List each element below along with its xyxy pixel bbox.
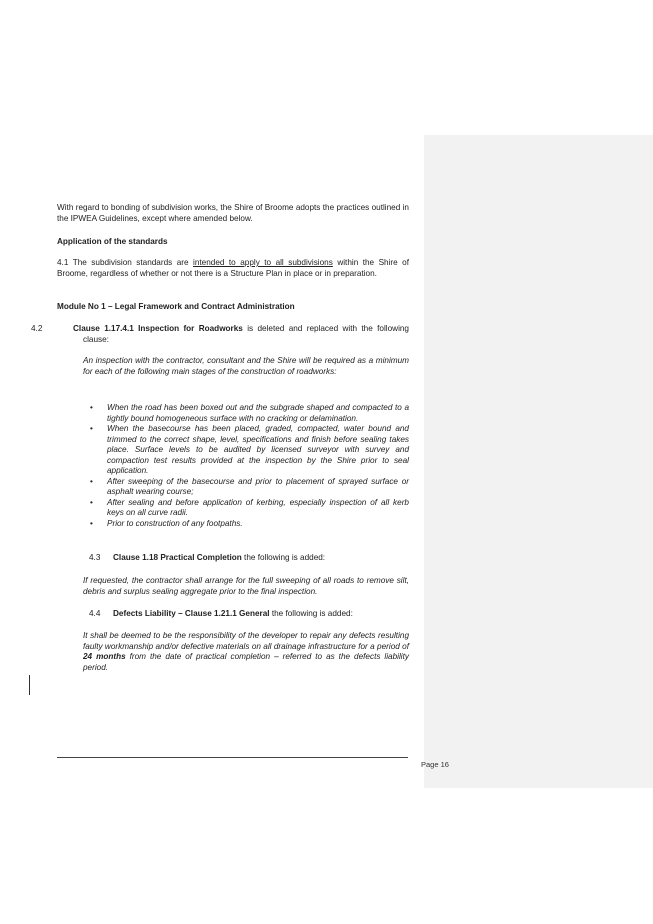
inspection-list-text: After sealing and before application of kerbing, especially inspection of all kerb keys on all curve radii. — [107, 497, 409, 517]
bullet-icon: • — [90, 476, 93, 486]
inspection-list-item — [90, 477, 409, 498]
comment-pane — [424, 135, 653, 788]
p44-italic-bold: 24 months — [83, 652, 126, 661]
bullet-icon: • — [90, 518, 93, 528]
p43-bold: Clause 1.18 Practical Completion — [113, 553, 242, 562]
bullet-icon: • — [90, 424, 93, 433]
inspection-list-item — [90, 519, 409, 530]
paragraph-4-1 — [57, 258, 409, 279]
inspection-list-item — [90, 424, 409, 477]
heading-application: Application of the standards — [57, 237, 168, 246]
p44-bold: Defects Liability – Clause 1.21.1 General — [113, 609, 270, 618]
inspection-list-item — [90, 403, 409, 424]
p43-rest: the following is added: — [241, 553, 326, 562]
p44-italic-pre: It shall be deemed to be the responsibility of the developer to repair any defects resulting faulty workmanship and/or defective materials on all drainage infrastructure for a period of — [83, 631, 409, 651]
p41-pre: 4.1 The subdivision standards are — [57, 258, 194, 267]
inspection-list-text: Prior to construction of any footpaths. — [107, 518, 243, 528]
revision-change-bar — [29, 675, 30, 695]
paragraph-4-3-clause: If requested, the contractor shall arrange for the full sweeping of all roads to remove silt, debris and surplus sealing aggregate prior to the final inspection. — [83, 576, 409, 596]
p44-italic-post: from the date of practical completion – referred to as the defects liability period. — [83, 652, 409, 672]
p44-num: 4.4 — [89, 609, 101, 618]
heading-module: Module No 1 – Legal Framework and Contract Administration — [57, 302, 295, 311]
p43-num: 4.3 — [89, 553, 101, 562]
p42-rest: is deleted and replaced with the following clause: — [83, 324, 409, 344]
inspection-list-text: When the basecourse has been placed, graded, compacted, water bound and trimmed to the correct shape, level, specifications and finish before sealing takes place. Surface levels to be audited by licensed surveyor with survey and compaction test results provided at the inspection by the Shire prior to seal application. — [107, 424, 409, 475]
inspection-list-item — [90, 498, 409, 519]
p44-rest: the following is added: — [269, 609, 353, 618]
p41-post: within the Shire of Broome, regardless of whether or not there is a Structure Plan in place or in preparation. — [57, 258, 410, 278]
paragraph-4-2 — [31, 324, 409, 345]
footer-rule — [57, 757, 408, 758]
inspection-list — [90, 403, 409, 529]
paragraph-4-3 — [89, 553, 409, 564]
p41-underlined: intended to apply to all subdivisions — [193, 258, 333, 267]
paragraph-4-2-clause: An inspection with the contractor, consultant and the Shire will be required as a minimum for each of the following main stages of the construction of roadworks: — [83, 356, 409, 376]
inspection-list-text: When the road has been boxed out and the subgrade shaped and compacted to a tightly bound homogeneous surface with no cracking or delamination. — [107, 403, 409, 423]
p42-num: 4.2 — [31, 324, 43, 333]
p42-bold: Clause 1.17.4.1 Inspection for Roadworks — [73, 324, 243, 333]
paragraph-4-4 — [89, 609, 409, 620]
bullet-icon: • — [90, 497, 93, 507]
page-number: Page 16 — [421, 760, 449, 769]
inspection-list-text: After sweeping of the basecourse and prior to placement of sprayed surface or asphalt wearing course; — [107, 476, 409, 496]
intro-paragraph: With regard to bonding of subdivision works, the Shire of Broome adopts the practices outlined in the IPWEA Guidelines, except where amended below. — [57, 203, 409, 223]
bullet-icon: • — [90, 403, 93, 412]
paragraph-4-4-clause — [83, 631, 409, 673]
